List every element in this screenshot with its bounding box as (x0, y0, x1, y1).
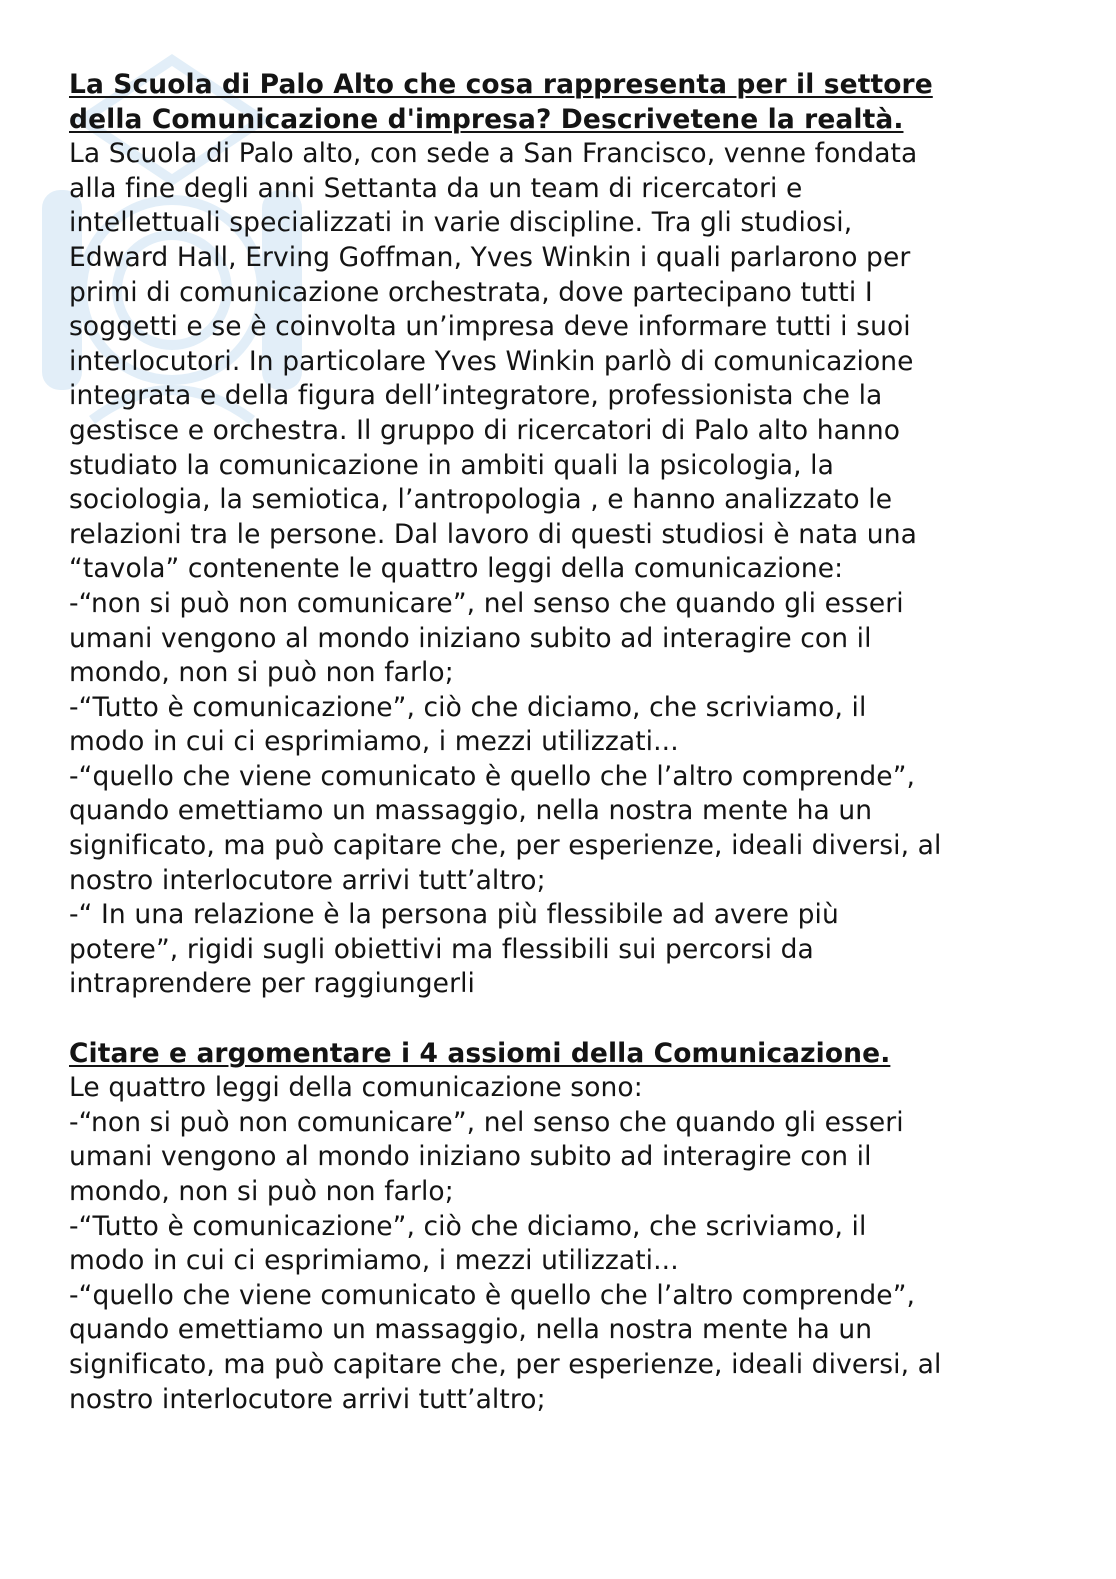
body-line: “tavola” contenente le quattro leggi della comunicazione: (69, 553, 844, 585)
body-line: nostro interlocutore arrivi tutt’altro; (69, 864, 546, 896)
body-line: modo in cui ci esprimiamo, i mezzi utilizzati... (69, 1245, 679, 1277)
body-line: intraprendere per raggiungerli (69, 968, 475, 1000)
body-line: studiato la comunicazione in ambiti quali la psicologia, la (69, 449, 834, 481)
body-line: umani vengono al mondo iniziano subito ad interagire con il (69, 1141, 872, 1173)
body-line: sociologia, la semiotica, l’antropologia , e hanno analizzato le (69, 484, 893, 516)
answer-body (69, 1071, 1059, 1417)
body-line: primi di comunicazione orchestrata, dove partecipano tutti I (69, 276, 873, 308)
body-line: -“quello che viene comunicato è quello che l’altro comprende”, (69, 760, 916, 792)
body-line: mondo, non si può non farlo; (69, 1176, 454, 1207)
body-line: gestisce e orchestra. Il gruppo di ricercatori di Palo alto hanno (69, 414, 901, 446)
body-line: -“Tutto è comunicazione”, ciò che diciamo, che scriviamo, il (69, 691, 867, 723)
answer-body (69, 137, 1059, 1002)
body-line: relazioni tra le persone. Dal lavoro di questi studiosi è nata una (69, 518, 917, 550)
body-line: nostro interlocutore arrivi tutt’altro; (69, 1383, 546, 1415)
document-page (69, 68, 1059, 1417)
body-line: alla fine degli anni Settanta da un team di ricercatori e (69, 172, 803, 204)
body-line: potere”, rigidi sugli obiettivi ma flessibili sui percorsi da (69, 933, 814, 965)
question-heading (69, 1037, 1059, 1072)
question-heading (69, 68, 1059, 137)
body-line: -“quello che viene comunicato è quello che l’altro comprende”, (69, 1279, 916, 1311)
heading-line: La Scuola di Palo Alto che cosa rappresenta per il settore (69, 69, 933, 100)
body-line: modo in cui ci esprimiamo, i mezzi utilizzati... (69, 726, 679, 758)
section-palo-alto (69, 68, 1059, 1002)
body-line: quando emettiamo un massaggio, nella nostra mente ha un (69, 795, 873, 827)
body-line: -“Tutto è comunicazione”, ciò che diciamo, che scriviamo, il (69, 1210, 867, 1242)
body-line: significato, ma può capitare che, per esperienze, ideali diversi, al (69, 1348, 942, 1380)
body-line: -“non si può non comunicare”, nel senso che quando gli esseri (69, 587, 904, 619)
heading-line: Citare e argomentare i 4 assiomi della Comunicazione. (69, 1037, 891, 1069)
body-line: integrata e della figura dell’integratore, professionista che la (69, 380, 883, 412)
body-line: -“ In una relazione è la persona più flessibile ad avere più (69, 899, 839, 931)
body-line: soggetti e se è coinvolta un’impresa deve informare tutti i suoi (69, 311, 911, 343)
paragraph-gap (69, 1002, 1059, 1037)
body-line: mondo, non si può non farlo; (69, 657, 454, 689)
body-line: intellettuali specializzati in varie discipline. Tra gli studiosi, (69, 207, 853, 239)
body-line: umani vengono al mondo iniziano subito ad interagire con il (69, 622, 872, 654)
body-line: Edward Hall, Erving Goffman, Yves Winkin i quali parlarono per (69, 241, 911, 273)
body-line: La Scuola di Palo alto, con sede a San Francisco, venne fondata (69, 138, 918, 170)
heading-line: della Comunicazione d'impresa? Descrivetene la realtà. (69, 103, 904, 135)
body-line: Le quattro leggi della comunicazione sono: (69, 1072, 643, 1104)
body-line: -“non si può non comunicare”, nel senso che quando gli esseri (69, 1106, 904, 1138)
section-assiomi (69, 1037, 1059, 1418)
body-line: quando emettiamo un massaggio, nella nostra mente ha un (69, 1314, 873, 1346)
body-line: significato, ma può capitare che, per esperienze, ideali diversi, al (69, 830, 942, 862)
body-line: interlocutori. In particolare Yves Winkin parlò di comunicazione (69, 345, 914, 377)
